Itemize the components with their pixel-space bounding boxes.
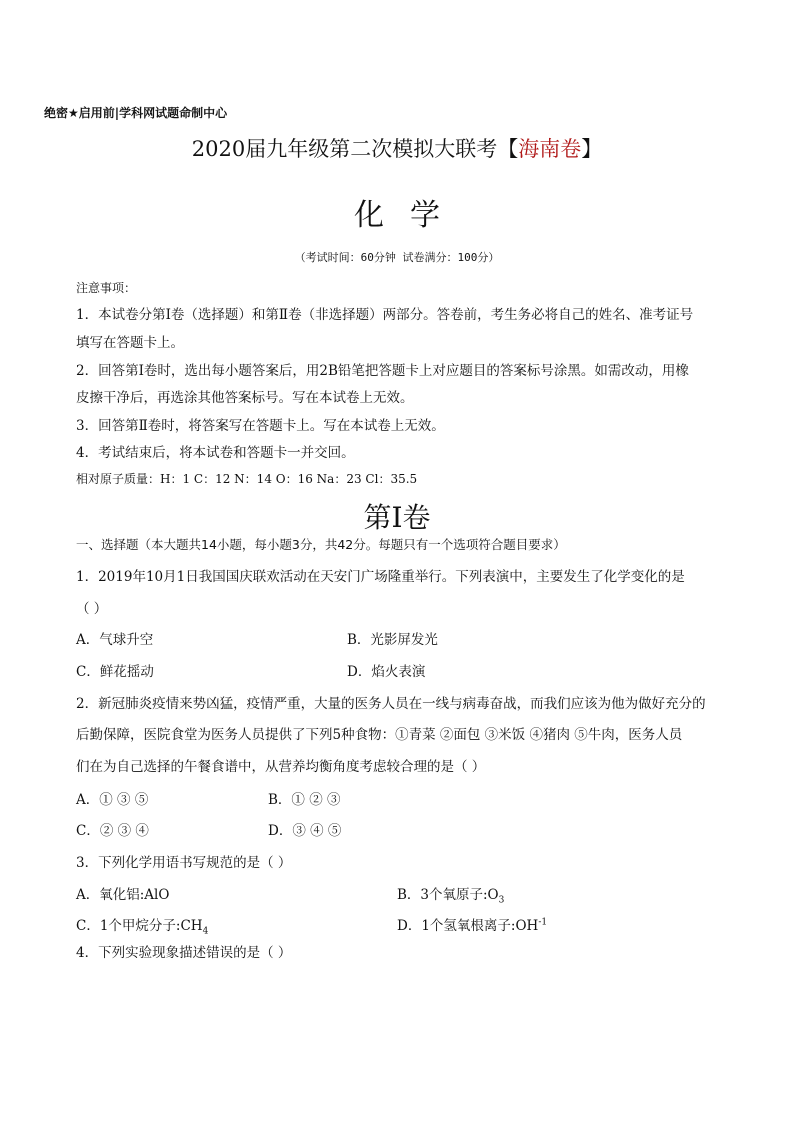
atomic-mass-info: 相对原子质量：H：1 C：12 N：14 O：16 Na：23 Cl：35.5 [76, 472, 418, 486]
question-1-blank: （ ） [76, 601, 108, 617]
question-4-stem: 4．下列实验现象描述错误的是（ ） [76, 945, 292, 961]
exam-title [0, 133, 794, 163]
question-3-option-d [397, 914, 547, 934]
title-region-highlight: 海南卷 [518, 137, 582, 161]
question-2-stem: 们在为自己选择的午餐食谱中，从营养均衡角度考虑较合理的是（ ） [76, 759, 486, 775]
option-text: B．3个氧原子:O [397, 887, 499, 903]
subject-title: 化学 [354, 198, 466, 233]
notice-line: 1．本试卷分第Ⅰ卷（选择题）和第Ⅱ卷（非选择题）两部分。答卷前，考生务必将自己的姓名、准考证号 [76, 307, 694, 323]
question-1-option-d: D．焰火表演 [347, 664, 426, 680]
option-text: C．1个甲烷分子:CH [76, 918, 203, 934]
superscript: -1 [538, 917, 548, 928]
notice-line: 3．回答第Ⅱ卷时，将答案写在答题卡上。写在本试卷上无效。 [76, 418, 445, 434]
subscript: 3 [498, 895, 505, 906]
question-1-option-a: A．气球升空 [76, 632, 154, 648]
question-3-option-a: A．氧化铝:AlO [76, 887, 170, 903]
notice-line: 皮擦干净后，再选涂其他答案标号。写在本试卷上无效。 [76, 390, 414, 406]
question-1-option-c: C．鲜花摇动 [76, 664, 154, 680]
notice-heading: 注意事项： [76, 281, 137, 295]
question-2-stem: 2．新冠肺炎疫情来势凶猛，疫情严重，大量的医务人员在一线与病毒奋战，而我们应该为他为做好充分的 [76, 696, 706, 712]
question-1-stem: 1．2019年10月1日我国国庆联欢活动在天安门广场隆重举行。下列表演中，主要发生了化学变化的是 [76, 569, 685, 585]
question-1-option-b: B．光影屏发光 [347, 632, 438, 648]
question-2-option-d: D．③ ④ ⑤ [268, 823, 342, 839]
section-title: 一、选择题（本大题共14小题，每小题3分，共42分。每题只有一个选项符合题目要求） [76, 537, 566, 552]
option-text: D．1个氢氧根离子:OH [397, 918, 539, 934]
question-3-option-c [76, 914, 208, 937]
question-3-option-b [397, 883, 504, 906]
question-2-stem: 后勤保障，医院食堂为医务人员提供了下列5种食物：①青菜 ②面包 ③米饭 ④猪肉 ⑤牛肉，医务人员 [76, 727, 683, 743]
exam-time-info: （考试时间：60分钟 试卷满分：100分） [294, 251, 500, 264]
notice-line: 4．考试结束后，将本试卷和答题卡一并交回。 [76, 445, 355, 461]
question-2-option-a: A．① ③ ⑤ [76, 792, 149, 808]
question-2-option-c: C．② ③ ④ [76, 823, 149, 839]
subscript: 4 [202, 926, 209, 937]
title-prefix: 2020届九年级第二次模拟大联考【 [191, 137, 519, 161]
notice-line: 2．回答第Ⅰ卷时，选出每小题答案后，用2B铅笔把答题卡上对应题目的答案标号涂黑。如需改动，用橡 [76, 363, 689, 379]
title-suffix: 】 [581, 137, 603, 161]
question-2-option-b: B．① ② ③ [268, 792, 341, 808]
question-3-stem: 3．下列化学用语书写规范的是（ ） [76, 855, 292, 871]
confidential-label: 绝密★启用前|学科网试题命制中心 [44, 106, 228, 120]
part-one-heading: 第Ⅰ卷 [363, 501, 431, 534]
notice-line: 填写在答题卡上。 [76, 335, 184, 351]
